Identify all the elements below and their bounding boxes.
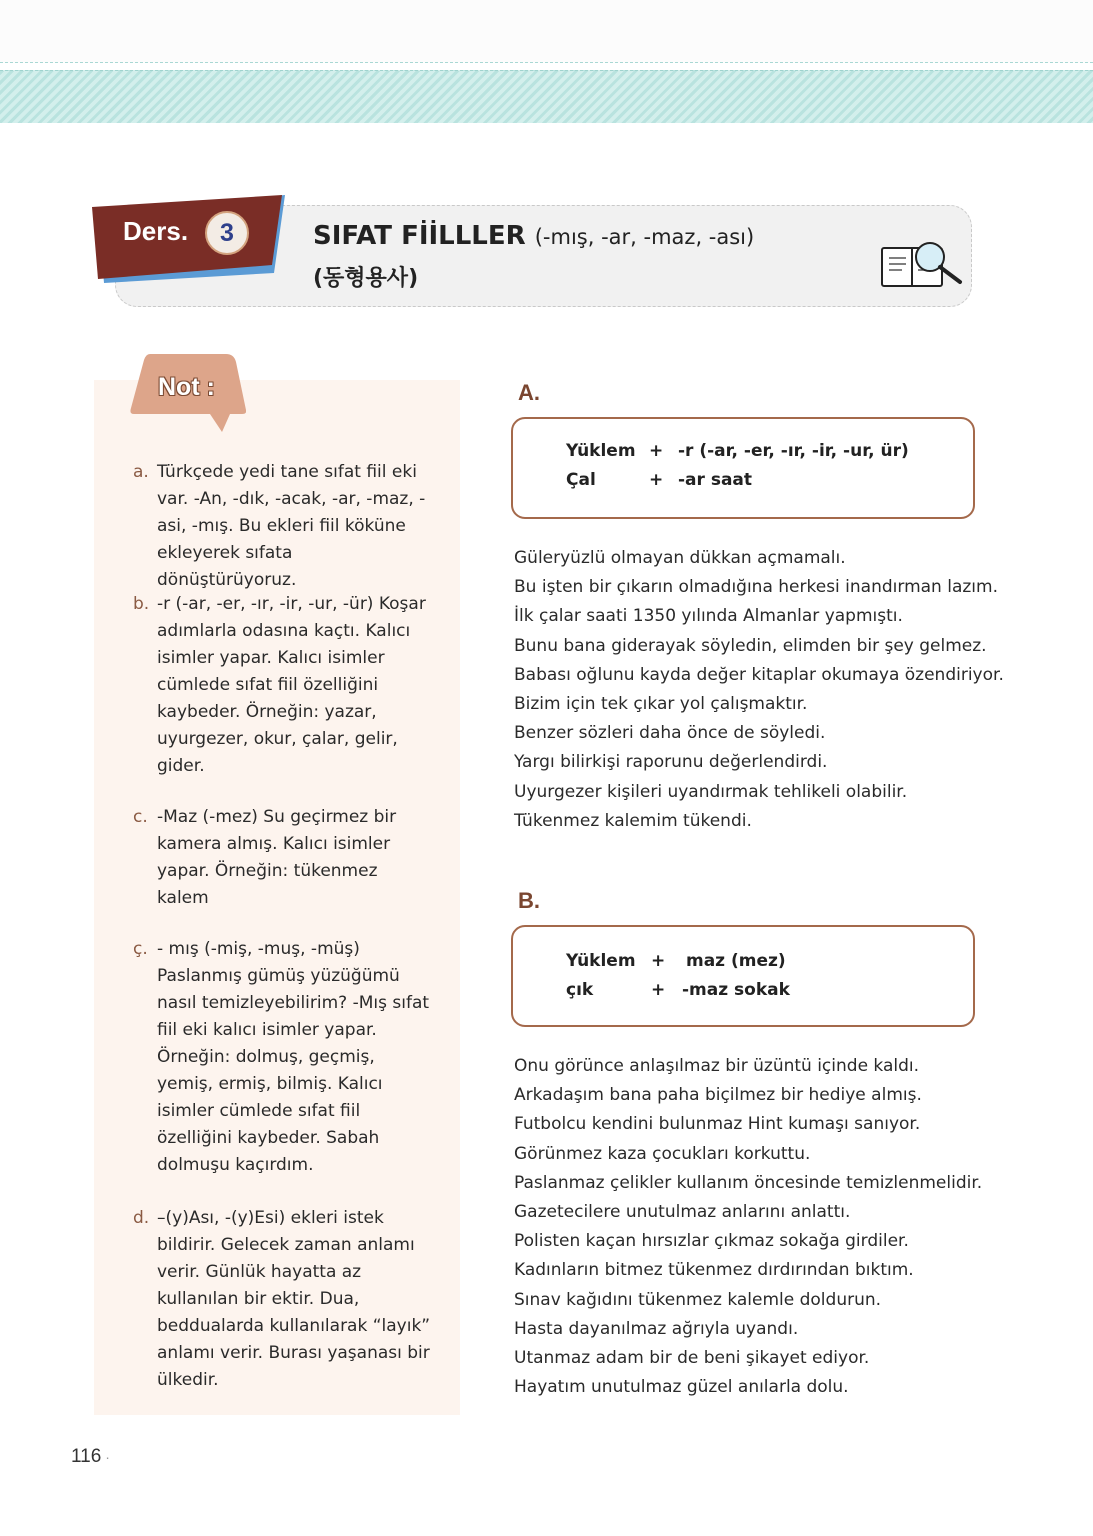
section-b-sentences: [514, 1052, 982, 1402]
sentence: Bunu bana giderayak söyledin, elimden bir şey gelmez.: [514, 635, 987, 656]
note-item-mark: b.: [133, 594, 150, 614]
title-text: SIFAT FİİLLLER: [313, 221, 526, 251]
book-magnifier-icon: [880, 240, 966, 290]
formula-right: -ar saat: [678, 470, 753, 490]
sentence: Arkadaşım bana paha biçilmez bir hediye almış.: [514, 1085, 922, 1106]
note-item-d: [133, 1205, 433, 1394]
sentence: Görünmez kaza çocukları korkuttu.: [514, 1143, 811, 1164]
note-item-mark: a.: [133, 462, 149, 482]
sentence: Onu görünce anlaşılmaz bir üzüntü içinde kaldı.: [514, 1056, 920, 1076]
sentence: Hasta dayanılmaz ağrıyla uyandı.: [514, 1318, 799, 1339]
lesson-tab: [92, 195, 285, 283]
note-label: Not :: [158, 373, 215, 401]
section-a-formula-box: [511, 417, 975, 519]
note-item-c: [133, 804, 433, 912]
formula-op: +: [649, 470, 664, 490]
title-korean: (동형용사): [313, 266, 419, 291]
section-a-letter: A.: [518, 380, 540, 405]
formula-op: +: [651, 980, 666, 1000]
section-b-letter: B.: [518, 888, 540, 913]
sentence: Paslanmaz çelikler kullanım öncesinde temizlenmelidir.: [514, 1172, 983, 1193]
sentence: Babası oğlunu kayda değer kitaplar okumaya özendiriyor.: [514, 664, 1004, 685]
sentence: Benzer sözleri daha önce de söyledi.: [514, 723, 826, 744]
note-item-mark: c.: [133, 807, 148, 827]
formula-left: çık: [566, 980, 594, 1000]
note-item-text: –(y)Ası, -(y)Esi) ekleri istek bildirir. Gelecek zaman anlamı verir. Günlük hayatta az kullanılan bir ektir. Dua, beddualarda kullanılarak “layık” anlamı verir. Burası yaşanası bir ülkedir.: [157, 1208, 431, 1390]
sentence: Uyurgezer kişileri uyandırmak tehlikeli olabilir.: [514, 781, 908, 802]
note-item-mark: ç.: [133, 939, 148, 959]
note-item-text: -r (-ar, -er, -ır, -ir, -ur, -ür) Koşar adımlarla odasına kaçtı. Kalıcı isimler yapar. Kalıcı isimler cümlede sıfat fiil özelliğini kaybeder. Örneğin: yazar, uyurgezer, okur, çalar, gelir, gider.: [157, 594, 426, 776]
lesson-number-badge: 3: [205, 211, 249, 255]
formula-left: Yüklem: [566, 441, 636, 461]
formula-right: -maz sokak: [682, 980, 790, 1000]
sentence: Futbolcu kendini bulunmaz Hint kumaşı sanıyor.: [514, 1114, 921, 1135]
page-number: [71, 1446, 110, 1468]
sentence: Hayatım unutulmaz güzel anılarla dolu.: [514, 1377, 849, 1398]
formula-op: +: [649, 441, 664, 461]
lesson-label: Ders.: [123, 216, 189, 246]
sentence: Utanmaz adam bir de beni şikayet ediyor.: [514, 1348, 870, 1369]
sentence: İlk çalar saati 1350 yılında Almanlar yapmıştı.: [514, 606, 903, 627]
title-suffixes: (-mış, -ar, -maz, -ası): [534, 225, 755, 249]
sentence: Kadınların bitmez tükenmez dırdırından bıktım.: [514, 1260, 914, 1281]
note-item-text: -Maz (-mez) Su geçirmez bir kamera almış. Kalıcı isimler yapar. Örneğin: tükenmez kalem: [157, 807, 397, 908]
page-number-text: 116: [71, 1446, 102, 1467]
page-number-dot: ·: [105, 1449, 110, 1465]
sentence: Bizim için tek çıkar yol çalışmaktır.: [514, 694, 808, 715]
sentence: Güleryüzlü olmayan dükkan açmamalı.: [514, 548, 846, 568]
note-item-mark: d.: [133, 1208, 150, 1228]
formula-left: Çal: [566, 470, 596, 490]
formula-right: -r (-ar, -er, -ır, -ir, -ur, ür): [678, 441, 909, 461]
note-item-cc: [133, 936, 433, 1179]
section-a-sentences: [514, 544, 1004, 836]
top-margin: [0, 0, 1093, 63]
formula-right: maz (mez): [686, 951, 786, 971]
note-item-a: [133, 459, 433, 594]
sentence: Polisten kaçan hırsızlar çıkmaz sokağa girdiler.: [514, 1231, 909, 1252]
formula-op: +: [651, 951, 666, 971]
formula-left: Yüklem: [566, 951, 636, 971]
note-item-text: - mış (-miş, -muş, -müş) Paslanmış gümüş yüzüğümü nasıl temizleyebilirim? -Mış sıfat fiil eki kalıcı isimler yapar. Örneğin: dolmuş, geçmiş, yemiş, ermiş, bilmiş. Kalıcı isimler cümlede sıfat fiil özelliğini kaybeder. Sabah dolmuşu kaçırdım.: [157, 939, 430, 1175]
sentence: Gazetecilere unutulmaz anlarını anlattı.: [514, 1202, 851, 1223]
sentence: Sınav kağıdını tükenmez kalemle doldurun.: [514, 1289, 882, 1310]
decorative-header-band: [0, 70, 1093, 123]
sentence: Tükenmez kalemim tükendi.: [514, 810, 752, 831]
sentence: Yargı bilirkişi raporunu değerlendirdi.: [514, 752, 828, 773]
page-title: [313, 221, 754, 251]
note-item-text: Türkçede yedi tane sıfat fiil eki var. -An, -dık, -acak, -ar, -maz, -asi, -mış. Bu ekleri fiil köküne ekleyerek sıfata dönüştürüyoruz.: [157, 462, 426, 590]
section-b-formula-box: [511, 925, 975, 1027]
note-item-b: [133, 591, 433, 780]
sentence: Bu işten bir çıkarın olmadığına herkesi inandırman lazım.: [514, 577, 998, 598]
